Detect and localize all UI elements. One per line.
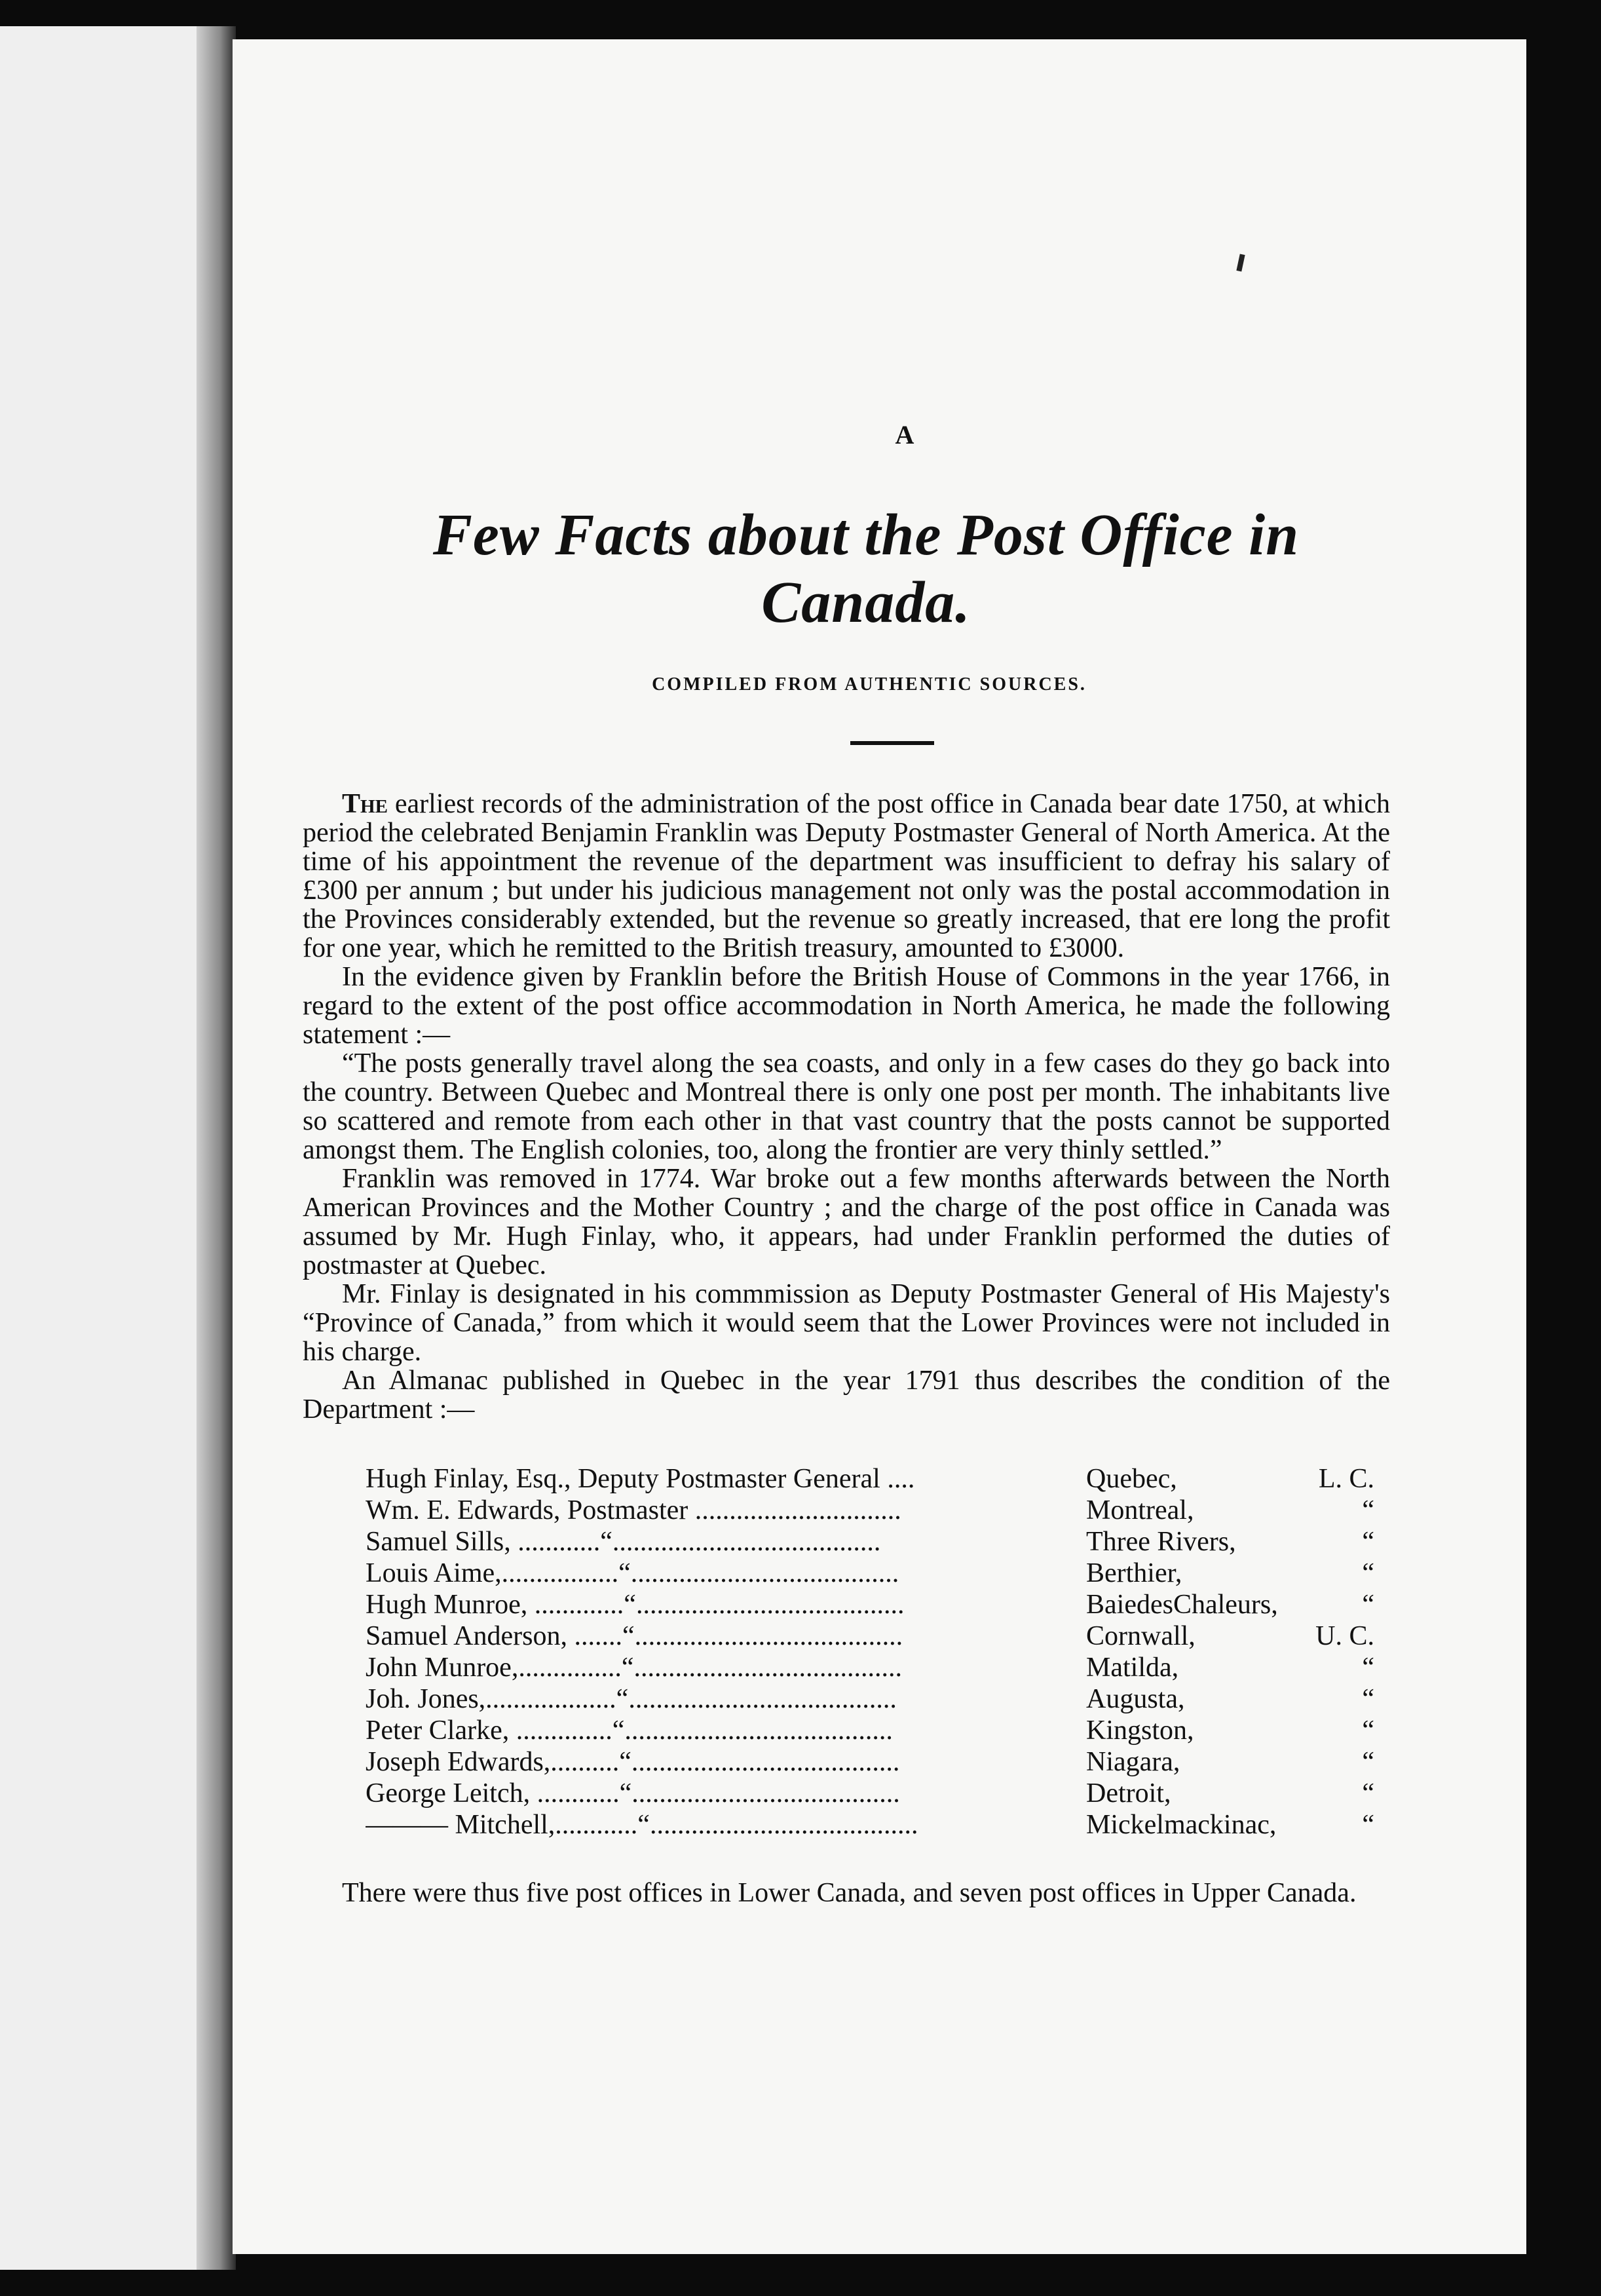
roster-name: Peter Clarke, ..............“....................................... [366,1715,893,1746]
roster-name: Joh. Jones,...................“....................................... [366,1684,897,1714]
paragraph-1 [303,790,1390,963]
page-subtitle: COMPILED FROM AUTHENTIC SOURCES. [652,674,1087,695]
roster-name: Samuel Anderson, .......“....................................... [366,1621,903,1651]
roster-province: “ [1362,1747,1374,1777]
roster-province: “ [1362,1653,1374,1683]
heading-letter: A [895,420,916,450]
paragraph-2: In the evidence given by Franklin before the British House of Commons in the year 1766, in regard to the extent of the post office accommodation in North America, he made the following statement :— [303,962,1390,1050]
roster-row [366,1620,1390,1652]
roster-name: John Munroe,...............“....................................... [366,1653,902,1683]
title-divider [850,741,934,745]
roster-place: Niagara, [1086,1747,1180,1777]
left-facing-page-edge [0,26,223,2270]
roster-place: Montreal, [1086,1495,1194,1525]
paragraph-text: earliest records of the administration of the post office in Canada bear date 1750, at which period the celebrated Benjamin Franklin was Deputy Postmaster General of North America. At the time of his appointment the revenue of the department was insufficient to defray his salary of £300 per annum ; but under his judicious management not only was the postal accommodation in the Provinces considerably extended, but the revenue so greatly increased, that ere long the profit for one year, which he remitted to the British treasury, amounted to £3000. [303,789,1390,963]
roster-row [366,1463,1390,1495]
roster-name: Joseph Edwards,..........“....................................... [366,1747,900,1777]
roster-province: U. C. [1315,1621,1374,1651]
roster-province: L. C. [1318,1464,1374,1494]
roster-row [366,1715,1390,1746]
roster-place: Three Rivers, [1086,1527,1236,1557]
roster-row [366,1746,1390,1778]
closing-paragraph: There were thus five post offices in Lower Canada, and seven post offices in Upper Canada. [342,1878,1357,1908]
roster-place: BaiedesChaleurs, [1086,1590,1278,1620]
postmaster-roster [303,1463,1390,1841]
roster-place: Mickelmackinac, [1086,1810,1277,1840]
page-title: Few Facts about the Post Office in Canada. [432,503,1300,635]
roster-name: George Leitch, ............“....................................... [366,1778,900,1808]
roster-name: Louis Aime,.................“....................................... [366,1558,899,1588]
franklin-quote: “The posts generally travel along the sea coasts, and only in a few cases do they go back into the country. Between Quebec and Montreal there is only one post per month. The inhabitants live so scattered and remote from each other in that vast country that the posts cannot be supported amongst them. The English colonies, too, along the frontier are very thinly settled.” [303,1048,1390,1165]
paragraph-lead-word: The [342,789,388,819]
roster-province: “ [1362,1778,1374,1808]
roster-place: Cornwall, [1086,1621,1196,1651]
ink-mark [1236,254,1245,271]
roster-place: Kingston, [1086,1715,1194,1746]
roster-row [366,1652,1390,1683]
roster-province: “ [1362,1590,1374,1620]
roster-row [366,1526,1390,1558]
roster-name: Wm. E. Edwards, Postmaster .............................. [366,1495,901,1525]
roster-place: Quebec, [1086,1464,1177,1494]
roster-row [366,1809,1390,1841]
paragraph-4: Mr. Finlay is designated in his commmission as Deputy Postmaster General of His Majesty's “Province of Canada,” from which it would seem that the Lower Provinces were not included in his charge. [303,1279,1390,1367]
roster-province: “ [1362,1495,1374,1525]
roster-name: Hugh Munroe, .............“....................................... [366,1590,905,1620]
roster-province: “ [1362,1527,1374,1557]
roster-province: “ [1362,1715,1374,1746]
roster-place: Matilda, [1086,1653,1179,1683]
roster-name: ——— Mitchell,............“....................................... [366,1810,918,1840]
roster-place: Detroit, [1086,1778,1171,1808]
book-gutter-shadow [197,26,236,2270]
roster-row [366,1495,1390,1526]
roster-province: “ [1362,1684,1374,1714]
roster-name: Hugh Finlay, Esq., Deputy Postmaster General .... [366,1464,915,1494]
paragraph-5: An Almanac published in Quebec in the year 1791 thus describes the condition of the Department :— [303,1366,1390,1425]
roster-row [366,1589,1390,1620]
roster-row [366,1558,1390,1589]
roster-place: Augusta, [1086,1684,1185,1714]
roster-place: Berthier, [1086,1558,1182,1588]
roster-name: Samuel Sills, ............“....................................... [366,1527,881,1557]
roster-row [366,1778,1390,1809]
roster-province: “ [1362,1810,1374,1840]
paragraph-3: Franklin was removed in 1774. War broke out a few months afterwards between the North American Provinces and the Mother Country ; and the charge of the post office in Canada was assumed by Mr. Hugh Finlay, who, it appears, had under Franklin performed the duties of postmaster at Quebec. [303,1164,1390,1280]
roster-row [366,1683,1390,1715]
roster-province: “ [1362,1558,1374,1588]
page-body [303,419,1390,1907]
